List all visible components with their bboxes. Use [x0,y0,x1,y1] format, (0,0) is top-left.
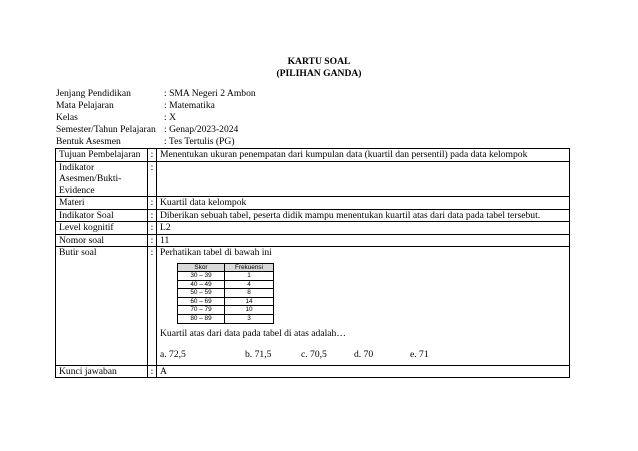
row-label: Tujuan Pembelajaran [56,149,148,162]
header-frekuensi: Frekuensi [225,263,274,272]
row-label: Level kognitif [56,222,148,235]
row-separator: : [148,161,157,197]
row-separator: : [148,197,157,210]
row-label: Nomor soal [56,234,148,247]
row-tujuan [56,149,570,162]
row-value: Diberikan sebuah tabel, peserta didik mampu menentukan kuartil atas dari data pada tabel tersebut. [157,209,570,222]
row-separator: : [148,149,157,162]
cell-frekuensi: 4 [225,280,274,289]
cell-frekuensi: 3 [225,315,274,324]
row-value: 11 [157,234,570,247]
card-title: KARTU SOAL [287,56,351,67]
row-separator: : [148,234,157,247]
info-row-kelas [56,112,256,124]
row-label-line: Asesmen/Bukti-Evidence [59,173,122,196]
row-label [56,161,148,197]
row-nomor [56,234,570,247]
cell-frekuensi: 1 [225,272,274,281]
row-separator: : [148,222,157,235]
cell-skor: 40 – 49 [178,280,225,289]
frequency-table [177,263,274,324]
info-value: : Tes Tertulis (PG) [164,136,235,147]
info-value: : X [164,112,176,123]
row-separator: : [148,209,157,222]
option-e: e. 71 [410,349,429,361]
option-b: b. 71,5 [245,349,272,361]
row-indikator-soal [56,209,570,222]
header-skor: Skor [178,263,225,272]
card-subtitle: (PILIHAN GANDA) [276,68,362,79]
cell-skor: 50 – 59 [178,289,225,298]
info-label: Kelas [56,112,78,123]
info-label: Jenjang Pendidikan [56,88,131,99]
row-butir [56,247,570,366]
frequency-header-row [178,263,274,272]
row-materi [56,197,570,210]
question-intro: Perhatikan tabel di bawah ini [160,247,272,258]
table-row [178,272,274,281]
cell-frekuensi: 10 [225,306,274,315]
row-value: Menentukan ukuran penempatan dari kumpulan data (kuartil dan persentil) pada data kelompok [157,149,570,162]
table-row [178,315,274,324]
info-row-jenjang [56,88,256,100]
row-kunci [56,365,570,378]
identity-block [56,88,256,148]
table-row [178,306,274,315]
row-separator: : [148,365,157,378]
row-label: Butir soal [56,247,148,366]
row-value [157,161,570,197]
info-row-bentuk [56,136,256,148]
row-label: Kunci jawaban [56,365,148,378]
row-label: Materi [56,197,148,210]
row-value [157,247,570,366]
table-row [178,297,274,306]
option-a: a. 72,5 [160,349,186,361]
row-level [56,222,570,235]
row-value: Kuartil data kelompok [157,197,570,210]
info-value: : Genap/2023-2024 [164,124,239,135]
table-row [178,280,274,289]
cell-skor: 60 – 69 [178,297,225,306]
row-label: Indikator Soal [56,209,148,222]
info-row-mapel [56,100,256,112]
info-label: Semester/Tahun Pelajaran [56,124,156,135]
row-separator: : [148,247,157,366]
cell-skor: 80 – 89 [178,315,225,324]
question-card-table [55,148,570,378]
question-text: Kuartil atas dari data pada tabel di atas adalah… [160,327,346,339]
option-d: d. 70 [354,349,374,361]
info-label: Bentuk Asesmen [56,136,121,147]
row-indikator-asesmen [56,161,570,197]
info-value: : SMA Negeri 2 Ambon [164,88,256,99]
info-label: Mata Pelajaran [56,100,114,111]
cell-frekuensi: 8 [225,289,274,298]
info-value: : Matematika [164,100,215,111]
cell-skor: 30 – 39 [178,272,225,281]
info-row-semester [56,124,256,136]
cell-skor: 70 – 79 [178,306,225,315]
cell-frekuensi: 14 [225,297,274,306]
row-label-line: Indikator [59,161,95,173]
answer-options [160,349,566,361]
row-value: L2 [157,222,570,235]
table-row [178,289,274,298]
option-c: c. 70,5 [301,349,327,361]
row-value: A [157,365,570,378]
